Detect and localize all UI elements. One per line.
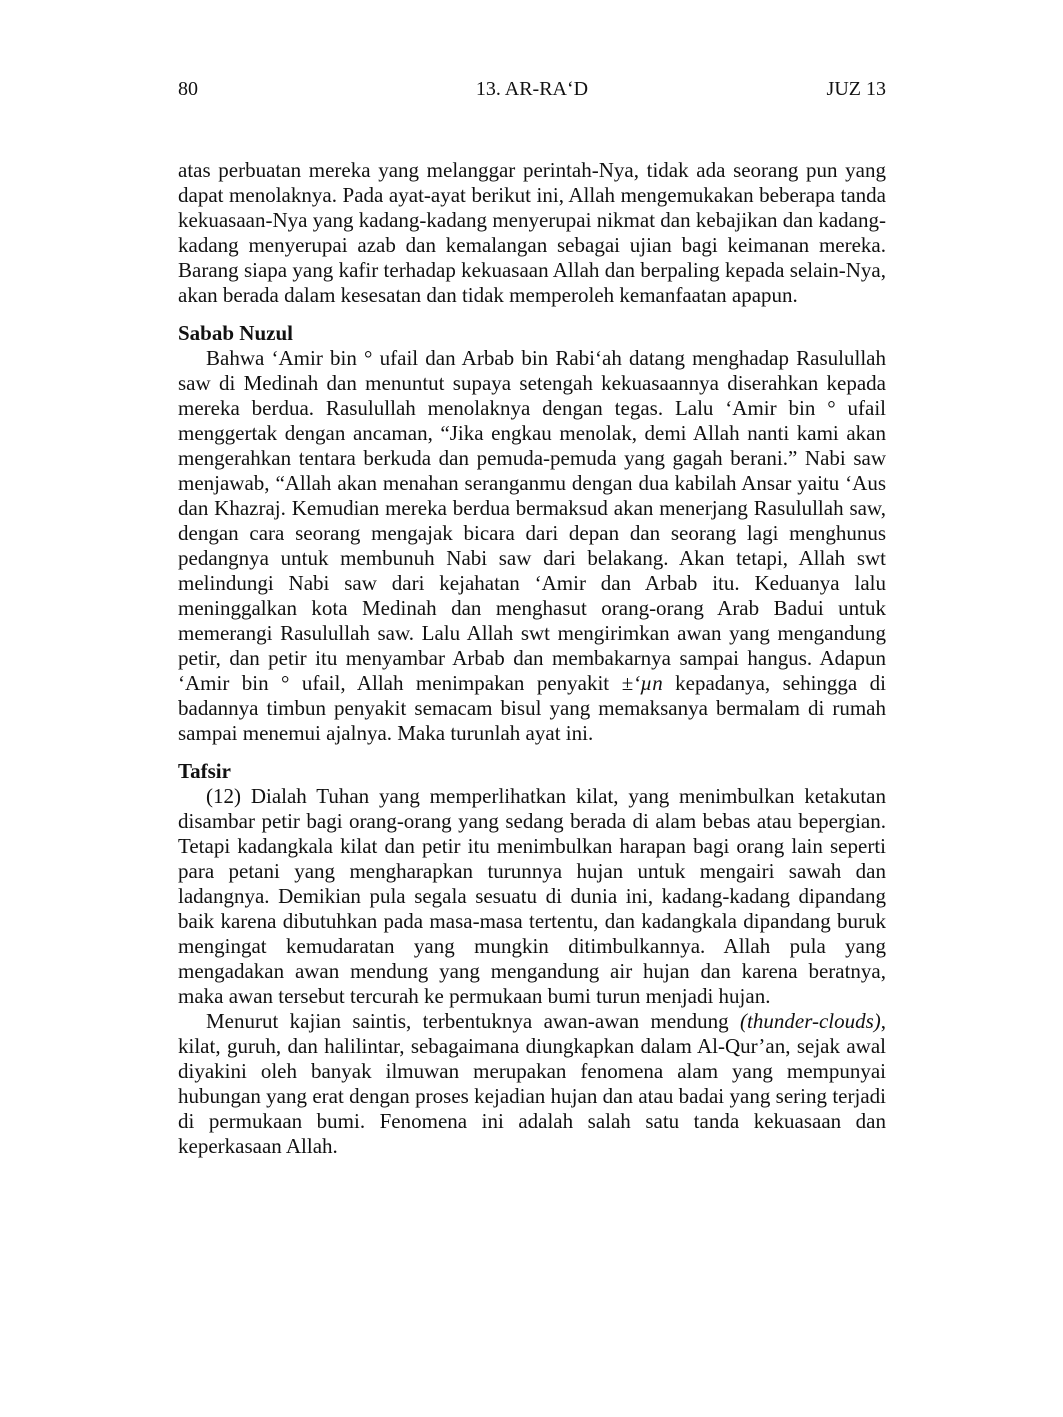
intro-paragraph: atas perbuatan mereka yang melanggar perintah-Nya, tidak ada seorang pun yang dapat menolaknya. Pada ayat-ayat berikut ini, Allah mengemukakan beberapa tanda kekuasaan-Nya yang kadang-kadang menyerupai nikmat dan kebajikan dan kadang-kadang menyerupai azab dan kemalangan sebagai ujian bagi keimanan mereka. Barang siapa yang kafir terhadap kekuasaan Allah dan berpaling kepada selain-Nya, akan berada dalam kesesatan dan tidak memperoleh kemanfaatan apapun.	[178, 158, 886, 307]
sabab-nuzul-heading: Sabab Nuzul	[178, 321, 293, 345]
body-text	[178, 158, 886, 1159]
thunderclouds-term: (thunder-clouds)	[740, 1009, 881, 1033]
sabab-nuzul-paragraph	[178, 346, 886, 746]
juz-label: JUZ 13	[826, 78, 886, 100]
tafsir-paragraph-1: (12) Dialah Tuhan yang memperlihatkan kilat, yang menimbulkan ketakutan disambar petir bagi orang-orang yang sedang berada di alam bebas atau bepergian. Tetapi kadangkala kilat dan petir itu menimbulkan harapan bagi orang lain seperti para petani yang mengharapkan turunnya hujan untuk mengairi sawah dan ladangnya. Demikian pula segala sesuatu di dunia ini, kadang-kadang dipandang baik karena dibutuhkan pada masa-masa tertentu, dan kadangkala dipandang buruk mengingat kemudaratan yang mungkin ditimbulkannya. Allah pula yang mengadakan awan mendung yang mengandung air hujan dan karena beratnya, maka awan tersebut tercurah ke permukaan bumi turun menjadi hujan.	[178, 784, 886, 1008]
tafsir-paragraph-2-end: , kilat, guruh, dan halilintar, sebagaimana diungkapkan dalam Al-Qur’an, sejak awal diyakini oleh banyak ilmuwan merupakan fenomena alam yang mempunyai hubungan yang erat dengan proses kejadian hujan dan atau badai yang sering terjadi di permukaan bumi. Fenomena ini adalah salah satu tanda kekuasaan dan keperkasaan Allah.	[178, 1009, 887, 1158]
tafsir-paragraph-2-start: Menurut kajian saintis, terbentuknya awan-awan mendung	[206, 1009, 729, 1033]
sabab-nuzul-text: Bahwa ‘Amir bin ° ufail dan Arbab bin Rabi‘ah datang menghadap Rasulullah saw di Medinah dan menuntut supaya setengah kekuasaannya diserahkan kepada mereka berdua. Rasulullah menolaknya dengan tegas. Lalu ‘Amir bin ° ufail menggertak dengan ancaman, “Jika engkau menolak, demi Allah nanti kami akan mengerahkan tentara berkuda dan pemuda-pemuda yang gagah berani.” Nabi saw menjawab, “Allah akan menahan seranganmu dengan dua kabilah Ansar yaitu ‘Aus dan Khazraj. Kemudian mereka berdua bermaksud akan menerjang Rasulullah saw, dengan cara seorang mengajak bicara dari depan dan seorang lagi menghunus pedangnya untuk membunuh Nabi saw dari belakang. Akan tetapi, Allah swt melindungi Nabi saw dari kejahatan ‘Amir dan Arbab itu. Keduanya lalu meninggalkan kota Medinah dan menghasut orang-orang Arab Badui untuk memerangi Rasulullah saw. Lalu Allah swt mengirimkan awan yang mengandung petir, dan petir itu menyambar Arbab dan membakarnya sampai hangus. Adapun ‘Amir bin ° ufail, Allah menimpakan penyakit	[178, 346, 886, 695]
page-number: 80	[178, 78, 198, 100]
sabab-nuzul-text-end: kepadanya, sehingga di badannya timbun penyakit semacam bisul yang memaksanya bermalam di rumah sampai menemui ajalnya. Maka turunlah ayat ini.	[178, 671, 887, 745]
disease-term: ±‘µn	[621, 671, 663, 695]
chapter-title: 13. AR-RA‘D	[475, 78, 589, 100]
tafsir-heading: Tafsir	[178, 759, 231, 783]
tafsir-paragraph-2	[178, 1009, 886, 1159]
running-header	[178, 76, 886, 102]
